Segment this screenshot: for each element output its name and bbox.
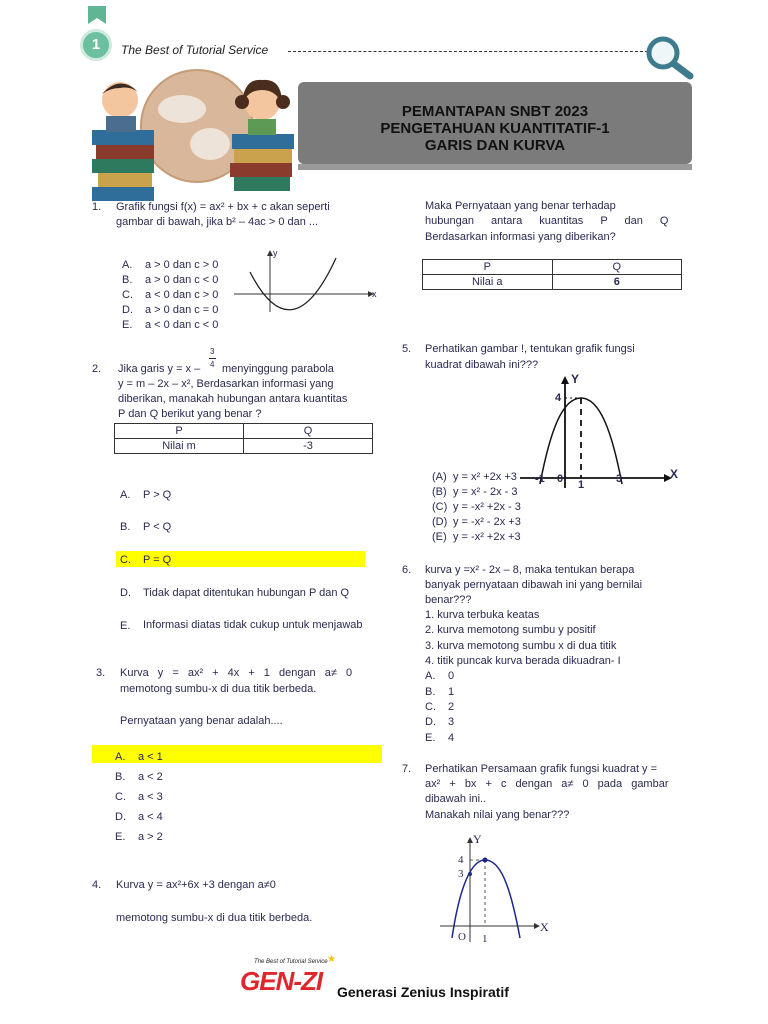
q2-option-letter: C.	[120, 554, 131, 566]
q6-option-letter: A.	[425, 670, 436, 682]
q1-option-letter: D.	[122, 304, 133, 316]
q1-option-letter: C.	[122, 289, 133, 301]
q2-pq-table	[114, 423, 373, 454]
q6-line-3: benar???	[425, 594, 472, 606]
q2-option-text: Informasi diatas tidak cukup untuk menjawab	[143, 619, 363, 631]
header-dashed-line	[288, 51, 658, 52]
star-icon: ★	[327, 954, 336, 965]
q2-frac-num: 3	[210, 347, 215, 356]
q6-option-letter: C.	[425, 701, 436, 713]
q3-option-letter: D.	[115, 811, 126, 823]
q5-option-letter: (E)	[432, 531, 447, 543]
q5-option-text: y = -x² - 2x +3	[453, 516, 521, 528]
q1-number: 1.	[92, 201, 102, 213]
q2-line-1b: menyinggung parabola	[222, 363, 334, 375]
header-tagline: The Best of Tutorial Service	[121, 43, 269, 57]
q7-graph-y-label: Y	[473, 832, 482, 846]
q6-line-2: banyak pernyataan dibawah ini yang bernilai	[425, 579, 643, 591]
q1-option-text: a > 0 dan c = 0	[145, 304, 219, 316]
q6-option-text: 2	[448, 701, 455, 713]
q2-option-text: P < Q	[143, 521, 172, 533]
q5-graph-tick-x1: 1	[578, 479, 585, 491]
q3-option-letter: B.	[115, 771, 126, 783]
q4-cont-line-1: Maka Pernyataan yang benar terhadap	[425, 200, 616, 212]
q5-graph-tick-x3: 3	[616, 473, 623, 485]
q1-graph-x-label: x	[372, 289, 377, 299]
q5-number: 5.	[402, 343, 412, 355]
q5-graph-tick-x0: 0	[557, 473, 564, 485]
q3-option-letter: C.	[115, 791, 126, 803]
q7-graph-tick-x1: 1	[482, 933, 488, 945]
q1-option-text: a < 0 dan c > 0	[145, 289, 219, 301]
title-line-2: PENGETAHUAN KUANTITATIF-1	[380, 120, 610, 137]
q1-option-letter: B.	[122, 274, 133, 286]
q1-option-text: a > 0 dan c > 0	[145, 259, 219, 271]
q6-line-1: kurva y =x² - 2x – 8, maka tentukan berapa	[425, 564, 635, 576]
q4-table-header-p: P	[423, 260, 553, 275]
q4-table-cell-q: 6	[552, 275, 682, 290]
q5-option-text: y = x² - 2x - 3	[453, 486, 518, 498]
q2-line-3: diberikan, manakah hubungan antara kuantitas	[118, 393, 348, 405]
page-badge	[80, 29, 112, 61]
q1-line-2: gambar di bawah, jika b² – 4ac > 0 dan ...	[116, 216, 319, 228]
q5-option-letter: (A)	[432, 471, 447, 483]
q6-option-letter: E.	[425, 732, 436, 744]
q4-number: 4.	[92, 879, 102, 891]
q5-graph-tick-xm1: -1	[535, 473, 545, 485]
q4-cont-line-3: Berdasarkan informasi yang diberikan?	[425, 231, 616, 243]
q1-parabola-graph	[232, 244, 382, 316]
q6-number: 6.	[402, 564, 412, 576]
q7-number: 7.	[402, 763, 412, 775]
q3-option-text: a > 2	[138, 831, 163, 843]
q2-table-cell-q: -3	[244, 439, 373, 454]
q5-option-letter: (D)	[432, 516, 448, 528]
q3-line-3: Pernyataan yang benar adalah....	[120, 715, 283, 727]
q6-option-text: 0	[448, 670, 455, 682]
q2-table-cell-p: Nilai m	[115, 439, 244, 454]
footer-small-tagline: The Best of Tutorial Service	[254, 959, 328, 965]
q7-graph-x-label: X	[540, 920, 549, 934]
q1-option-letter: E.	[122, 319, 133, 331]
q6-statement: 4. titik puncak kurva berada dikuadran- I	[425, 655, 621, 667]
q6-option-text: 1	[448, 686, 455, 698]
q7-line-2: ax² + bx + c dengan a≠ 0 pada gambar	[425, 778, 669, 790]
q5-graph-x-label: X	[670, 467, 679, 481]
q2-option-text: Tidak dapat ditentukan hubungan P dan Q	[143, 587, 350, 599]
q4-table-cell-p: Nilai a	[423, 275, 553, 290]
q7-line-3: dibawah ini..	[425, 793, 487, 805]
q6-statement: 2. kurva memotong sumbu y positif	[425, 624, 596, 636]
q3-number: 3.	[96, 667, 106, 679]
q6-statement: 3. kurva memotong sumbu x di dua titik	[425, 640, 617, 652]
q1-option-text: a > 0 dan c < 0	[145, 274, 219, 286]
title-line-1: PEMANTAPAN SNBT 2023	[401, 103, 589, 120]
q3-option-text: a < 3	[138, 791, 163, 803]
q7-parabola-graph	[440, 834, 550, 946]
q2-option-text: P > Q	[143, 489, 172, 501]
q5-line-2: kuadrat dibawah ini???	[425, 359, 539, 371]
q5-option-text: y = -x² +2x - 3	[453, 501, 521, 513]
q3-option-letter: A.	[115, 751, 126, 763]
q2-frac-den: 4	[210, 360, 215, 369]
q2-table-header-p: P	[115, 424, 244, 439]
q4-line-1: Kurva y = ax²+6x +3 dengan a≠0	[116, 879, 276, 891]
q1-option-letter: A.	[122, 259, 133, 271]
q7-graph-tick-y3: 3	[458, 868, 464, 880]
q4-cont-line-2: hubungan antara kuantitas P dan Q	[425, 215, 669, 227]
header-ribbon	[88, 6, 106, 26]
q5-option-letter: (C)	[432, 501, 448, 513]
q3-line-2: memotong sumbu-x di dua titik berbeda.	[120, 683, 317, 695]
q2-option-letter: D.	[120, 587, 131, 599]
q1-graph-y-label: y	[273, 248, 278, 258]
q7-line-4: Manakah nilai yang benar???	[425, 809, 570, 821]
q3-option-letter: E.	[115, 831, 126, 843]
q5-graph-y-label: Y	[571, 372, 580, 386]
q2-line-4: P dan Q berikut yang benar ?	[118, 408, 262, 420]
q2-option-letter: A.	[120, 489, 131, 501]
q1-line-1: Grafik fungsi f(x) = ax² + bx + c akan seperti	[116, 201, 330, 213]
q3-option-text: a < 2	[138, 771, 163, 783]
q5-graph-tick-y4: 4	[555, 392, 562, 404]
q2-line-1a: Jika garis y = x –	[118, 363, 201, 375]
q3-option-text: a < 4	[138, 811, 163, 823]
q2-line-2: y = m – 2x – x², Berdasarkan informasi yang	[118, 378, 334, 390]
q2-number: 2.	[92, 363, 102, 375]
title-accent-bar	[298, 164, 692, 170]
q5-option-text: y = -x² +2x +3	[453, 531, 521, 543]
students-globe-illustration	[92, 64, 297, 207]
q2-option-text: P = Q	[143, 554, 172, 566]
q3-answer-highlight	[92, 745, 382, 763]
q3-line-1: Kurva y = ax² + 4x + 1 dengan a≠ 0	[120, 667, 353, 679]
footer-logo: GEN-ZI	[240, 966, 323, 996]
q4-line-2: memotong sumbu-x di dua titik berbeda.	[116, 912, 313, 924]
q6-option-text: 3	[448, 716, 455, 728]
footer-brand: Generasi Zenius Inspiratif	[337, 984, 509, 1000]
q4-pq-table	[422, 259, 682, 290]
q7-graph-origin: O	[458, 931, 466, 943]
title-line-3: GARIS DAN KURVA	[424, 137, 566, 154]
q2-table-header-q: Q	[244, 424, 373, 439]
q2-option-letter: B.	[120, 521, 131, 533]
q2-option-letter: E.	[120, 620, 131, 632]
q4-table-header-q: Q	[552, 260, 682, 275]
q3-option-text: a < 1	[138, 751, 163, 763]
badge-number: 1	[91, 36, 101, 53]
q6-option-text: 4	[448, 732, 455, 744]
q6-statement: 1. kurva terbuka keatas	[425, 609, 540, 621]
q5-line-1: Perhatikan gambar !, tentukan grafik fungsi	[425, 343, 635, 355]
q7-line-1: Perhatikan Persamaan grafik fungsi kuadrat y =	[425, 763, 658, 775]
q7-graph-tick-y4: 4	[458, 854, 464, 866]
q1-parabola-curve	[250, 258, 336, 310]
q5-option-text: y = x² +2x +3	[453, 471, 517, 483]
q1-option-text: a < 0 dan c < 0	[145, 319, 219, 331]
q5-option-letter: (B)	[432, 486, 447, 498]
q6-option-letter: B.	[425, 686, 436, 698]
q6-option-letter: D.	[425, 716, 436, 728]
magnifier-icon	[644, 34, 696, 83]
